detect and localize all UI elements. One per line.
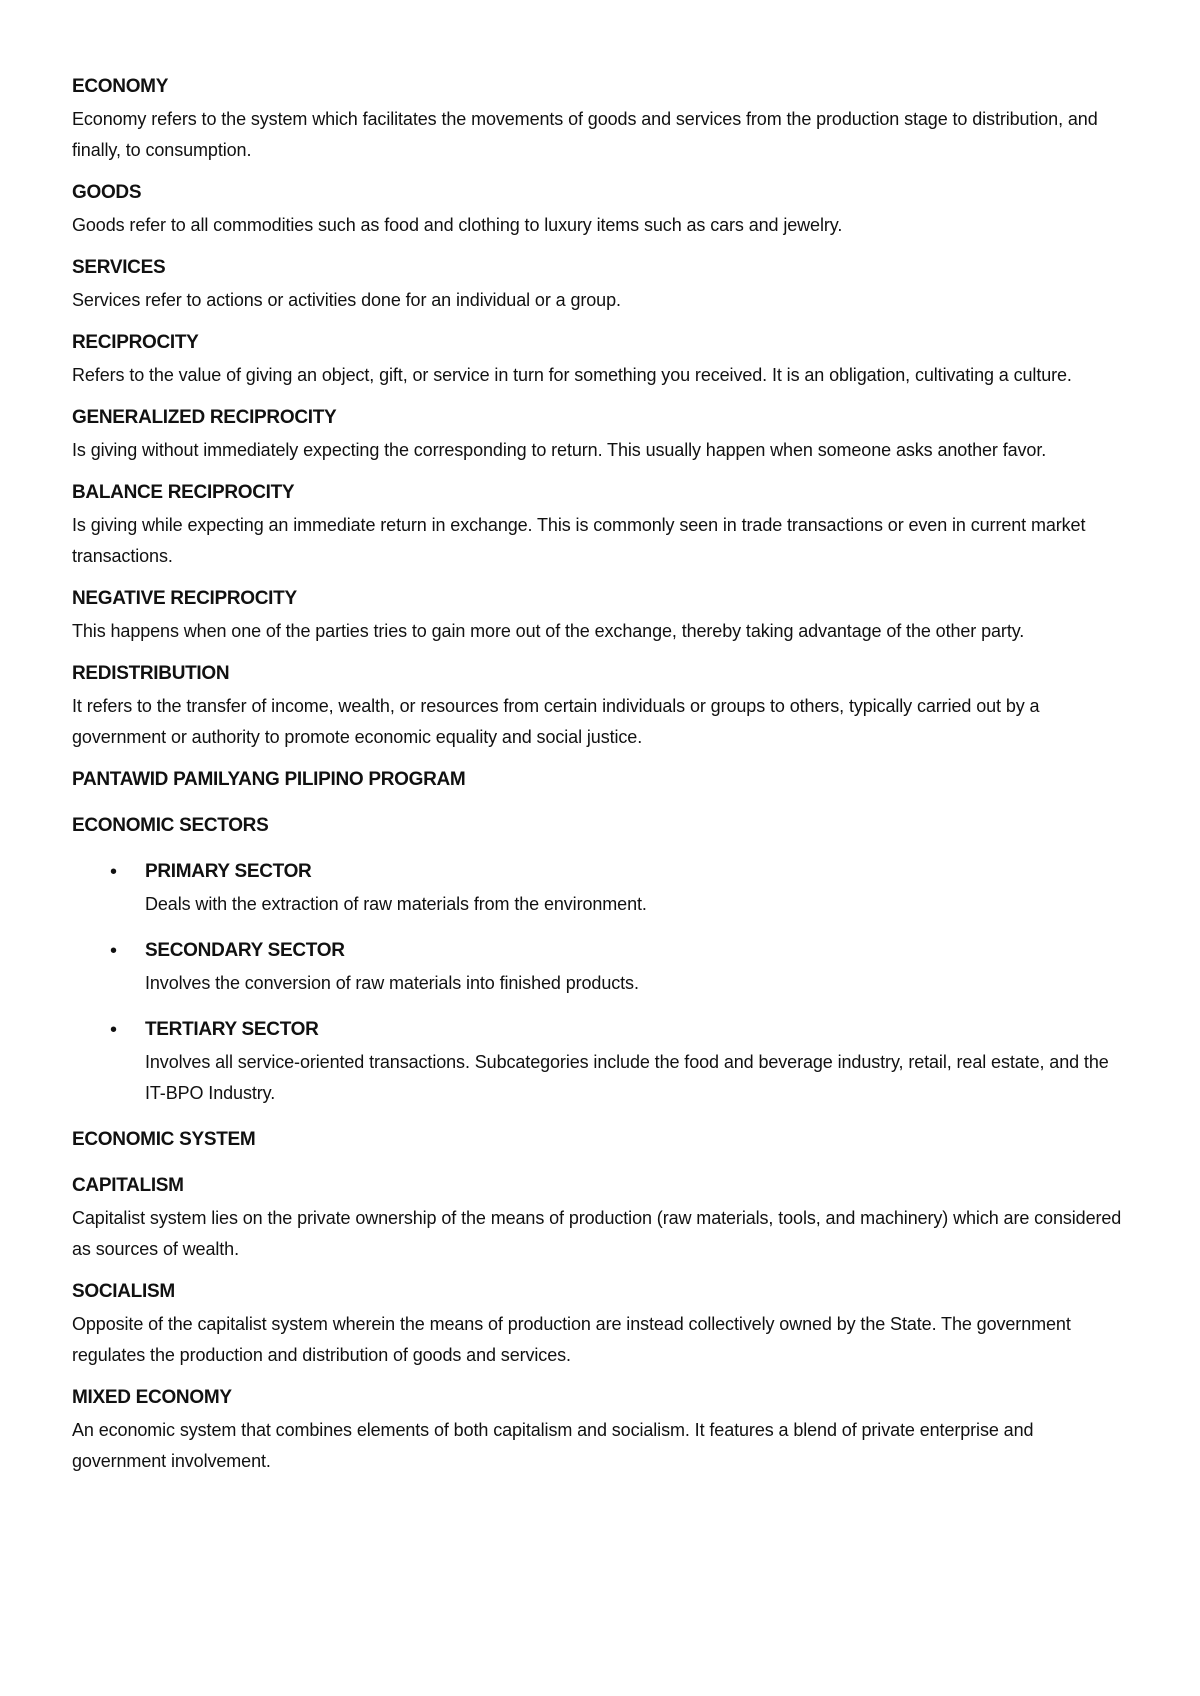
entry-services (72, 255, 1132, 316)
term-heading: TERTIARY SECTOR (145, 1019, 319, 1040)
term-definition: Is giving while expecting an immediate return in exchange. This is commonly seen in trade transactions or even in current market transactions. (72, 515, 1086, 566)
entry-generalized-reciprocity (72, 405, 1132, 466)
entry-reciprocity (72, 330, 1132, 391)
term-definition: Is giving without immediately expecting the corresponding to return. This usually happen when someone asks another favor. (72, 440, 1047, 460)
list-item-tertiary-sector (72, 1017, 1132, 1109)
term-heading: BALANCE RECIPROCITY (72, 482, 295, 503)
term-definition: Services refer to actions or activities done for an individual or a group. (72, 290, 621, 310)
term-heading: SERVICES (72, 257, 166, 278)
document-page (72, 74, 1132, 1491)
term-heading: ECONOMY (72, 76, 169, 97)
term-definition: It refers to the transfer of income, wealth, or resources from certain individuals or groups to others, typically carried out by a government or authority to promote economic equality and social justice. (72, 696, 1040, 747)
term-heading: GOODS (72, 182, 142, 203)
term-heading: MIXED ECONOMY (72, 1387, 232, 1408)
term-heading: NEGATIVE RECIPROCITY (72, 588, 297, 609)
bullet-icon: • (110, 940, 118, 962)
entry-socialism (72, 1279, 1132, 1371)
heading-pantawid-program: PANTAWID PAMILYANG PILIPINO PROGRAM (72, 769, 466, 790)
term-heading: CAPITALISM (72, 1175, 184, 1196)
term-heading: GENERALIZED RECIPROCITY (72, 407, 337, 428)
term-definition: Capitalist system lies on the private ownership of the means of production (raw materials, tools, and machinery) which are considered as sources of wealth. (72, 1208, 1122, 1259)
entry-economy (72, 74, 1132, 166)
term-heading: SOCIALISM (72, 1281, 175, 1302)
heading-economic-system: ECONOMIC SYSTEM (72, 1129, 256, 1150)
list-item-primary-sector (72, 859, 1132, 920)
term-definition: An economic system that combines elements of both capitalism and socialism. It features a blend of private enterprise and government involvement. (72, 1420, 1034, 1471)
term-definition: Refers to the value of giving an object, gift, or service in turn for something you received. It is an obligation, cultivating a culture. (72, 365, 1072, 385)
term-definition: This happens when one of the parties tries to gain more out of the exchange, thereby taking advantage of the other party. (72, 621, 1025, 641)
term-definition: Involves all service-oriented transactions. Subcategories include the food and beverage industry, retail, real estate, and the IT-BPO Industry. (145, 1052, 1109, 1103)
sector-list (72, 859, 1132, 1109)
term-heading: PRIMARY SECTOR (145, 861, 312, 882)
term-definition: Opposite of the capitalist system wherein the means of production are instead collectively owned by the State. The government regulates the production and distribution of goods and services. (72, 1314, 1071, 1365)
entry-redistribution (72, 661, 1132, 753)
term-heading: REDISTRIBUTION (72, 663, 230, 684)
entry-capitalism (72, 1173, 1132, 1265)
bullet-icon: • (110, 861, 118, 883)
term-definition: Deals with the extraction of raw materials from the environment. (145, 894, 647, 914)
list-item-secondary-sector (72, 938, 1132, 999)
term-definition: Economy refers to the system which facilitates the movements of goods and services from the production stage to distribution, and finally, to consumption. (72, 109, 1098, 160)
heading-economic-sectors: ECONOMIC SECTORS (72, 815, 269, 836)
entry-negative-reciprocity (72, 586, 1132, 647)
term-definition: Involves the conversion of raw materials into finished products. (145, 973, 639, 993)
term-heading: SECONDARY SECTOR (145, 940, 345, 961)
bullet-icon: • (110, 1019, 118, 1041)
entry-goods (72, 180, 1132, 241)
term-definition: Goods refer to all commodities such as food and clothing to luxury items such as cars and jewelry. (72, 215, 843, 235)
entry-mixed-economy (72, 1385, 1132, 1477)
entry-balance-reciprocity (72, 480, 1132, 572)
term-heading: RECIPROCITY (72, 332, 199, 353)
